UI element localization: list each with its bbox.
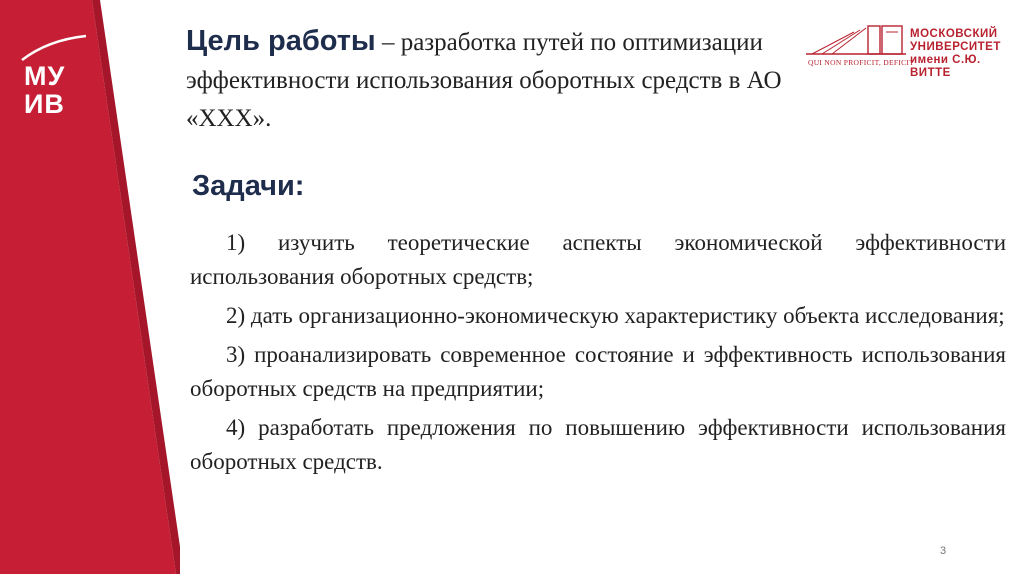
- muiv-logo-line2: ИВ: [24, 89, 65, 119]
- tasks-heading: Задачи:: [192, 170, 305, 202]
- task-item: 4) разработать предложения по повышению эффективности использования оборотных средств.: [190, 415, 1006, 474]
- task-item: 3) проанализировать современное состояние и эффективность использования оборотных средств на предприятии;: [190, 342, 1006, 401]
- bridge-emblem-icon: [802, 24, 908, 58]
- university-motto: QUI NON PROFICIT, DEFICIT: [808, 58, 915, 67]
- title-bold: Цель работы: [186, 25, 376, 57]
- muiv-logo: [18, 34, 90, 119]
- university-name-line3: имени С.Ю. ВИТТЕ: [910, 54, 981, 79]
- title-rest: – разработка путей по оптимизации эффективности использования оборотных средств в АО «ХХХ».: [186, 29, 782, 132]
- university-name-line2: УНИВЕРСИТЕТ: [910, 41, 1001, 53]
- university-name-line1: МОСКОВСКИЙ: [910, 28, 998, 40]
- university-logo: [802, 24, 1012, 79]
- task-item: 1) изучить теоретические аспекты экономической эффективности использования оборотных средств;: [190, 230, 1006, 289]
- logo-arc-icon: [18, 34, 90, 64]
- task-item: 2) дать организационно-экономическую характеристику объекта исследования;: [226, 303, 1005, 328]
- page-number: 3: [940, 545, 947, 557]
- muiv-logo-line1: МУ: [24, 61, 66, 91]
- tasks-list: [190, 226, 1006, 484]
- slide-title: [186, 22, 806, 138]
